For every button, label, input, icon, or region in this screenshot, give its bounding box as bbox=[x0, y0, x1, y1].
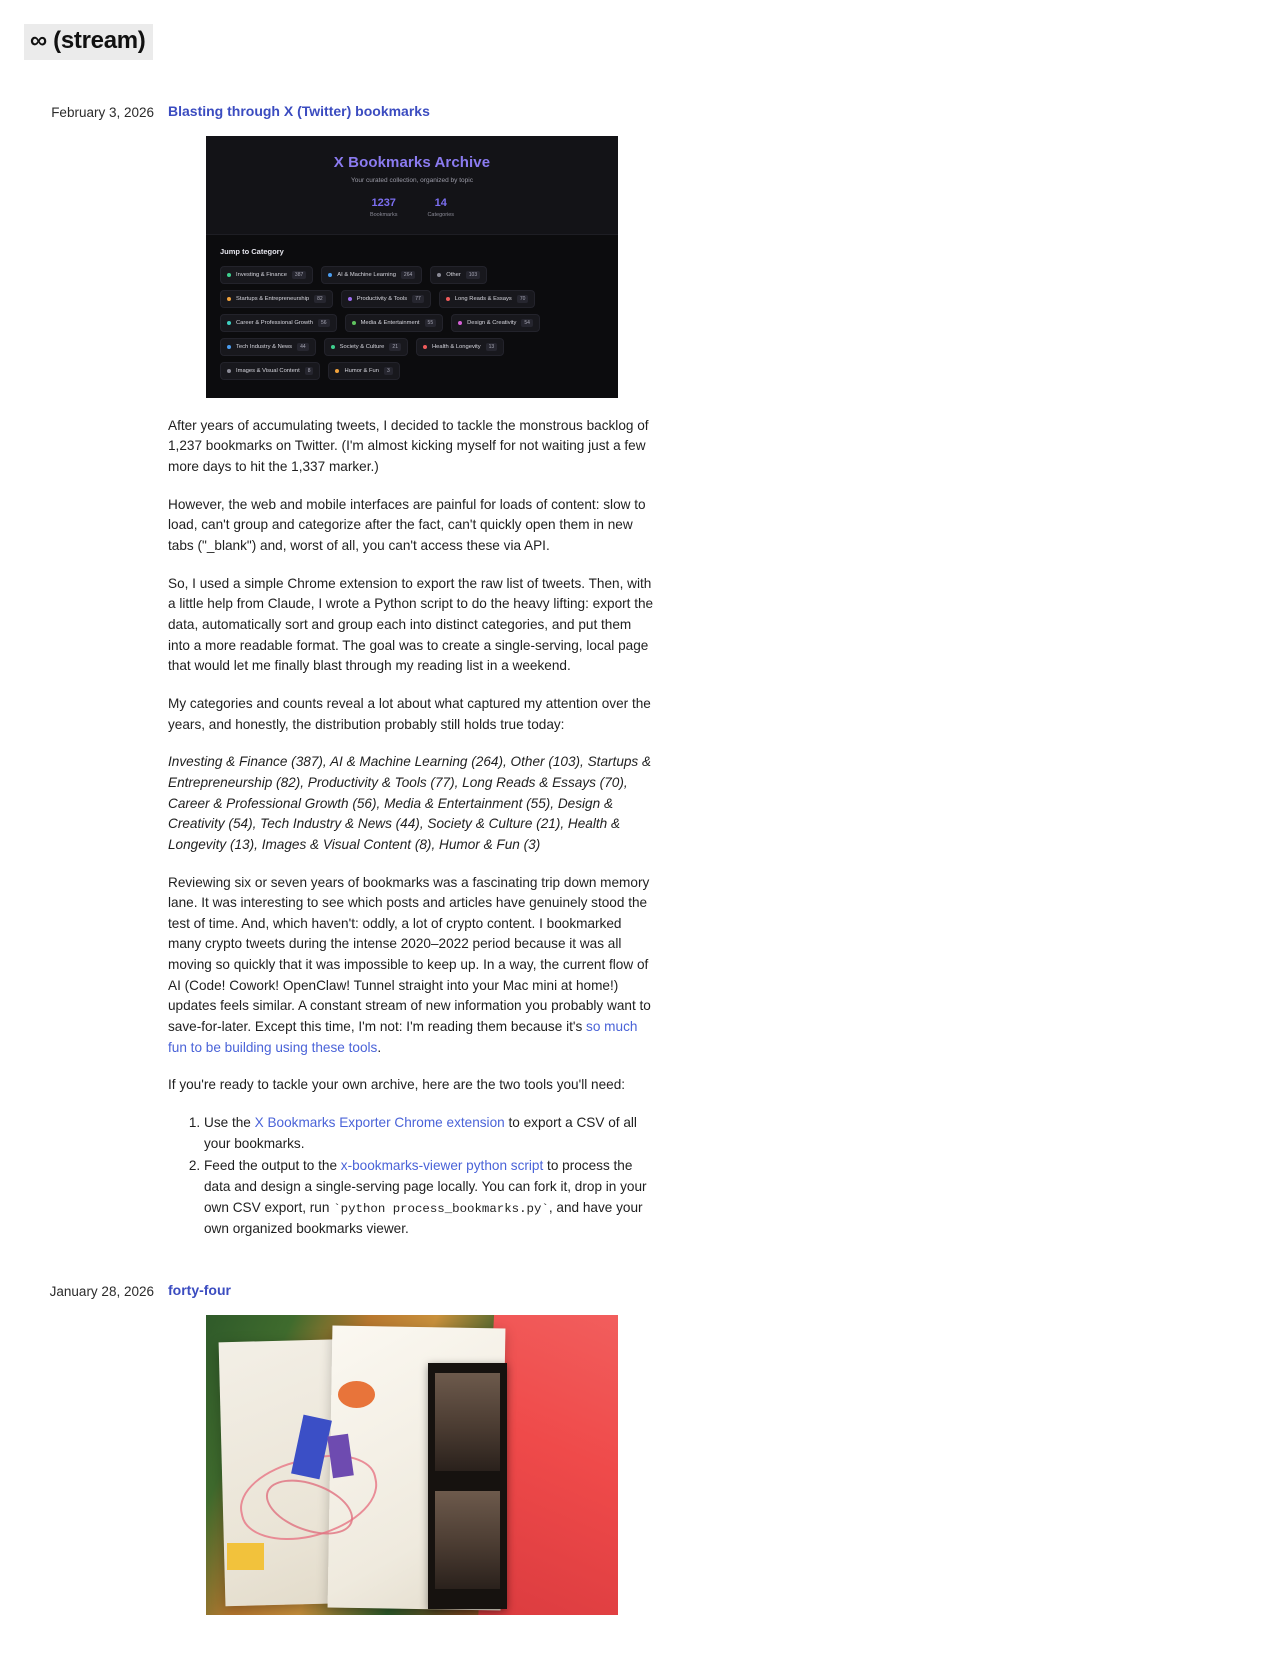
category-counts-list: Investing & Finance (387), AI & Machine Learning (264), Other (103), Startups & Entrepreneurship (82), Productivity & Tools (77), Long Reads & Essays (70), Career & Professional Growth (56), Media & Entertainment (55), Design & Creativity (54), Tech Industry & News (44), Society & Culture (21), Health & Longevity (13), Images & Visual Content (8), Humor & Fun (3) bbox=[168, 754, 652, 852]
xb-category-name: Design & Creativity bbox=[467, 319, 517, 326]
entry-title-link[interactable]: Blasting through X (Twitter) bookmarks bbox=[168, 103, 430, 119]
stream-entry bbox=[0, 1281, 1280, 1633]
xb-category-count: 56 bbox=[318, 319, 330, 327]
x-bookmarks-archive-screenshot bbox=[206, 136, 618, 398]
xb-jump-section bbox=[206, 235, 618, 398]
xb-hero bbox=[206, 136, 618, 235]
building-tools-link[interactable]: so much fun to be building using these tools bbox=[168, 1019, 638, 1055]
entry-title-link[interactable]: forty-four bbox=[168, 1282, 231, 1299]
xb-category-chip[interactable] bbox=[439, 290, 536, 308]
reflection-text-after: . bbox=[377, 1039, 382, 1055]
xb-category-chip[interactable] bbox=[220, 290, 333, 308]
xb-category-chip[interactable] bbox=[345, 314, 444, 332]
photo-booth-strip bbox=[428, 1363, 506, 1609]
xb-category-count: 264 bbox=[401, 271, 415, 279]
category-dot-icon bbox=[437, 273, 441, 277]
xb-category-chip[interactable] bbox=[321, 266, 422, 284]
photo-booth-portrait bbox=[435, 1491, 501, 1589]
xb-category-name: Images & Visual Content bbox=[236, 367, 300, 374]
xb-category-name: Investing & Finance bbox=[236, 271, 287, 278]
entry-body bbox=[168, 102, 656, 1247]
xb-category-count: 77 bbox=[412, 295, 424, 303]
site-header bbox=[0, 0, 1280, 60]
category-dot-icon bbox=[328, 273, 332, 277]
xb-category-count: 3 bbox=[384, 367, 393, 375]
entry-paragraph: However, the web and mobile interfaces are painful for loads of content: slow to load, can't group and categorize after the fact, can't quickly open them in new tabs ("_blank") and, worst of all, you can't access these via API. bbox=[168, 496, 646, 553]
category-dot-icon bbox=[227, 273, 231, 277]
entry-body bbox=[168, 1281, 656, 1633]
xb-category-name: Health & Longevity bbox=[431, 343, 481, 350]
xb-category-count: 387 bbox=[292, 271, 306, 279]
xb-category-name: Tech Industry & News bbox=[236, 343, 293, 350]
xb-category-count: 103 bbox=[466, 271, 480, 279]
xb-stat-categories-value: 14 bbox=[434, 196, 447, 209]
list-item bbox=[204, 1113, 656, 1154]
xb-stat-bookmarks-label: Bookmarks bbox=[369, 211, 398, 218]
xb-jump-heading: Jump to Category bbox=[220, 246, 284, 256]
forty-four-photo bbox=[206, 1315, 618, 1615]
category-dot-icon bbox=[335, 369, 339, 373]
category-dot-icon bbox=[423, 345, 427, 349]
step-text-after: to process the data and design a single-serving page locally. You can fork it, drop in your own CSV export, run bbox=[204, 1158, 647, 1215]
category-dot-icon bbox=[227, 369, 231, 373]
reflection-paragraph bbox=[168, 873, 656, 1059]
entry-date: February 3, 2026 bbox=[51, 105, 154, 120]
xb-category-chip[interactable] bbox=[220, 314, 337, 332]
entry-date: January 28, 2026 bbox=[49, 1284, 154, 1300]
xb-category-name: Career & Professional Growth bbox=[236, 319, 314, 326]
xb-category-name: Startups & Entrepreneurship bbox=[236, 295, 310, 302]
entry-paragraph: After years of accumulating tweets, I decided to tackle the monstrous backlog of 1,237 bookmarks on Twitter. (I'm almost kicking myself for not waiting just a few more days to hit the 1,337 marker.) bbox=[168, 417, 649, 474]
command-code: `python process_bookmarks.py` bbox=[333, 1201, 549, 1216]
xb-category-chip[interactable] bbox=[220, 266, 313, 284]
step-text-before: Use the bbox=[204, 1115, 255, 1131]
stream-entry bbox=[0, 102, 1280, 1247]
category-dot-icon bbox=[458, 321, 462, 325]
category-dot-icon bbox=[331, 345, 335, 349]
xb-category-count: 55 bbox=[425, 319, 437, 327]
xb-category-name: Productivity & Tools bbox=[356, 295, 408, 302]
xb-subheading: Your curated collection, organized by topic bbox=[351, 176, 473, 184]
python-script-link[interactable]: x-bookmarks-viewer python script bbox=[340, 1158, 544, 1174]
xb-stat-bookmarks bbox=[370, 197, 398, 218]
xb-category-name: Society & Culture bbox=[339, 343, 385, 350]
xb-category-chip[interactable] bbox=[324, 338, 408, 356]
reflection-text-before: Reviewing six or seven years of bookmarks was a fascinating trip down memory lane. It was interesting to see which posts and articles have genuinely stood the test of time. And, which haven't: oddly, a lot of crypto content. I bookmarked many crypto tweets during the intense 2020–2022 period because it was all moving so quickly that it was impossible to keep up. In a way, the current flow of AI (Code! Cowork! OpenClaw! Tunnel straight into your Mac mini at home!) updates feels similar. A constant stream of new information you probably want to save-for-later. Except this time, I'm not: I'm reading them because it's bbox=[168, 874, 651, 1035]
category-dot-icon bbox=[446, 297, 450, 301]
xb-stats bbox=[216, 197, 608, 218]
category-dot-icon bbox=[227, 321, 231, 325]
category-dot-icon bbox=[227, 297, 231, 301]
xb-category-count: 82 bbox=[314, 295, 326, 303]
category-dot-icon bbox=[352, 321, 356, 325]
entry-paragraph: So, I used a simple Chrome extension to export the raw list of tweets. Then, with a little help from Claude, I wrote a Python script to do the heavy lifting: export the data, automatically sort and group each into distinct categories, and put them into a more readable format. The goal was to create a single-serving, local page that would let me finally blast through my reading list in a weekend. bbox=[168, 575, 654, 674]
xb-stat-categories-label: Categories bbox=[427, 211, 455, 218]
list-item bbox=[204, 1156, 656, 1239]
xb-category-name: AI & Machine Learning bbox=[337, 271, 396, 278]
step-text-after: to export a CSV of all your bookmarks. bbox=[204, 1115, 637, 1151]
xb-category-chip[interactable] bbox=[220, 338, 316, 356]
chrome-extension-link[interactable]: X Bookmarks Exporter Chrome extension bbox=[254, 1115, 505, 1131]
category-dot-icon bbox=[348, 297, 352, 301]
xb-category-chip[interactable] bbox=[451, 314, 540, 332]
xb-category-count: 44 bbox=[297, 343, 309, 351]
xb-category-count: 70 bbox=[517, 295, 529, 303]
xb-category-name: Long Reads & Essays bbox=[454, 295, 512, 302]
xb-category-name: Other bbox=[446, 271, 461, 278]
photo-booth-portrait bbox=[435, 1373, 501, 1471]
stream bbox=[0, 102, 1280, 1633]
xb-category-chip[interactable] bbox=[220, 362, 320, 380]
xb-category-chip[interactable] bbox=[328, 362, 399, 380]
xb-category-count: 54 bbox=[521, 319, 533, 327]
xb-stat-categories bbox=[427, 197, 454, 218]
xb-category-chip[interactable] bbox=[430, 266, 487, 284]
entry-paragraph: My categories and counts reveal a lot about what captured my attention over the years, and honestly, the distribution probably still holds true today: bbox=[168, 695, 651, 732]
step-text-tail: , and have your own organized bookmarks viewer. bbox=[204, 1199, 643, 1236]
xb-category-chip[interactable] bbox=[416, 338, 504, 356]
site-title: ∞ (stream) bbox=[24, 24, 153, 60]
xb-category-count: 8 bbox=[305, 367, 314, 375]
tools-list bbox=[168, 1113, 656, 1239]
xb-root bbox=[206, 136, 618, 398]
xb-category-count: 13 bbox=[486, 343, 498, 351]
category-dot-icon bbox=[227, 345, 231, 349]
xb-heading: X Bookmarks Archive bbox=[333, 153, 491, 171]
xb-stat-bookmarks-value: 1237 bbox=[371, 196, 396, 209]
xb-category-chip[interactable] bbox=[341, 290, 431, 308]
tools-intro-paragraph: If you're ready to tackle your own archive, here are the two tools you'll need: bbox=[168, 1077, 626, 1093]
step-text-before: Feed the output to the bbox=[204, 1158, 341, 1174]
xb-category-name: Humor & Fun bbox=[344, 367, 379, 374]
xb-category-count: 21 bbox=[389, 343, 401, 351]
photo-yellow-mark bbox=[227, 1543, 264, 1570]
xb-category-name: Media & Entertainment bbox=[360, 319, 420, 326]
xb-category-list bbox=[220, 266, 604, 380]
photo-orange-mark bbox=[338, 1381, 375, 1408]
